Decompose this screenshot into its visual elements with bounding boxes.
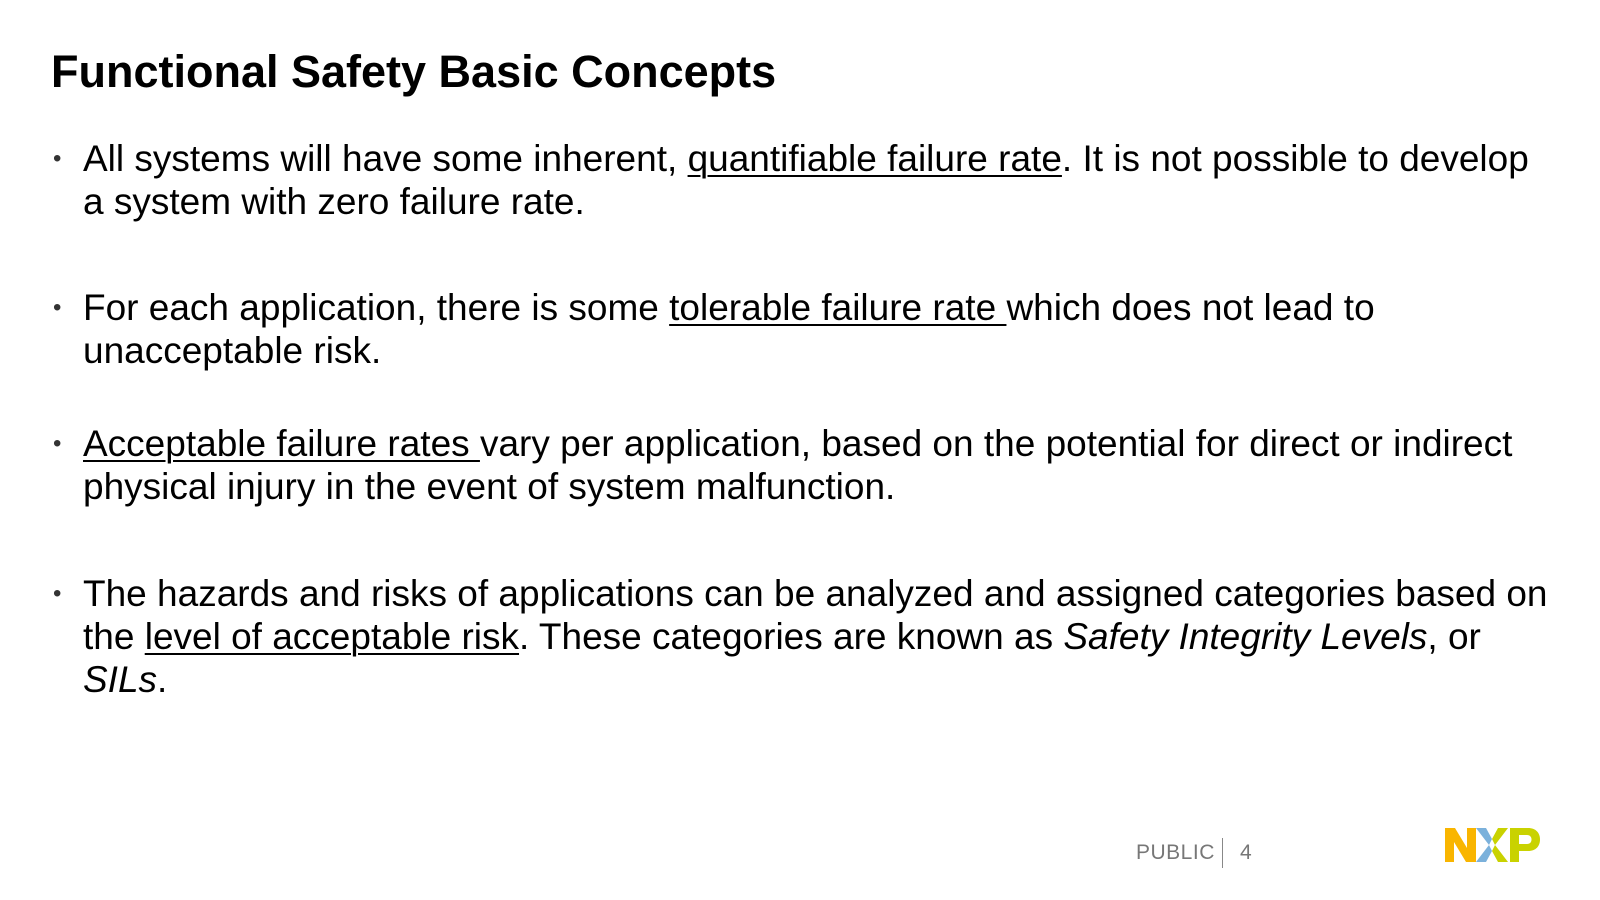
- bullet-text: . These categories are known as: [519, 616, 1064, 657]
- page-number: 4: [1240, 841, 1252, 864]
- logo-x-right-shape: [1492, 828, 1508, 862]
- bullet-marker: •: [53, 294, 62, 321]
- bullet-text: . It is not possible to develop a system with zero failure rate.: [83, 138, 1529, 222]
- bullet-item: [53, 286, 1553, 372]
- bullet-item: [53, 572, 1553, 701]
- bullet-text: which does not lead to unacceptable risk.: [83, 287, 1375, 371]
- underlined-term: level of acceptable risk: [144, 616, 520, 657]
- footer-divider: [1222, 838, 1223, 868]
- bullet-marker: •: [53, 580, 62, 607]
- italic-term: SILs: [83, 659, 158, 700]
- bullet-text: vary per application, based on the potential for direct or indirect physical injury in the event of system malfunction.: [83, 423, 1513, 507]
- bullet-item: [53, 422, 1553, 508]
- slide-title: Functional Safety Basic Concepts: [51, 46, 777, 97]
- logo-n-shape: [1445, 828, 1476, 862]
- italic-term: Safety Integrity Levels: [1063, 616, 1428, 657]
- bullet-marker: •: [53, 430, 62, 457]
- logo-x-left-shape: [1476, 828, 1492, 862]
- bullet-text: , or: [1427, 616, 1481, 657]
- bullet-marker: •: [53, 145, 62, 172]
- logo-p-shape: [1510, 828, 1540, 862]
- bullet-text: For each application, there is some: [83, 287, 670, 328]
- underlined-term: quantifiable failure rate: [687, 138, 1062, 179]
- nxp-logo-icon: [1445, 826, 1541, 864]
- underlined-term: tolerable failure rate: [669, 287, 1007, 328]
- bullet-item: [53, 137, 1553, 223]
- bullet-text: All systems will have some inherent,: [83, 138, 688, 179]
- bullet-text: The hazards and risks of applications can be analyzed and assigned categories based on the: [83, 573, 1548, 657]
- footer-classification: PUBLIC: [1136, 841, 1215, 864]
- underlined-term: Acceptable failure rates: [83, 423, 480, 464]
- bullet-text: .: [157, 659, 168, 700]
